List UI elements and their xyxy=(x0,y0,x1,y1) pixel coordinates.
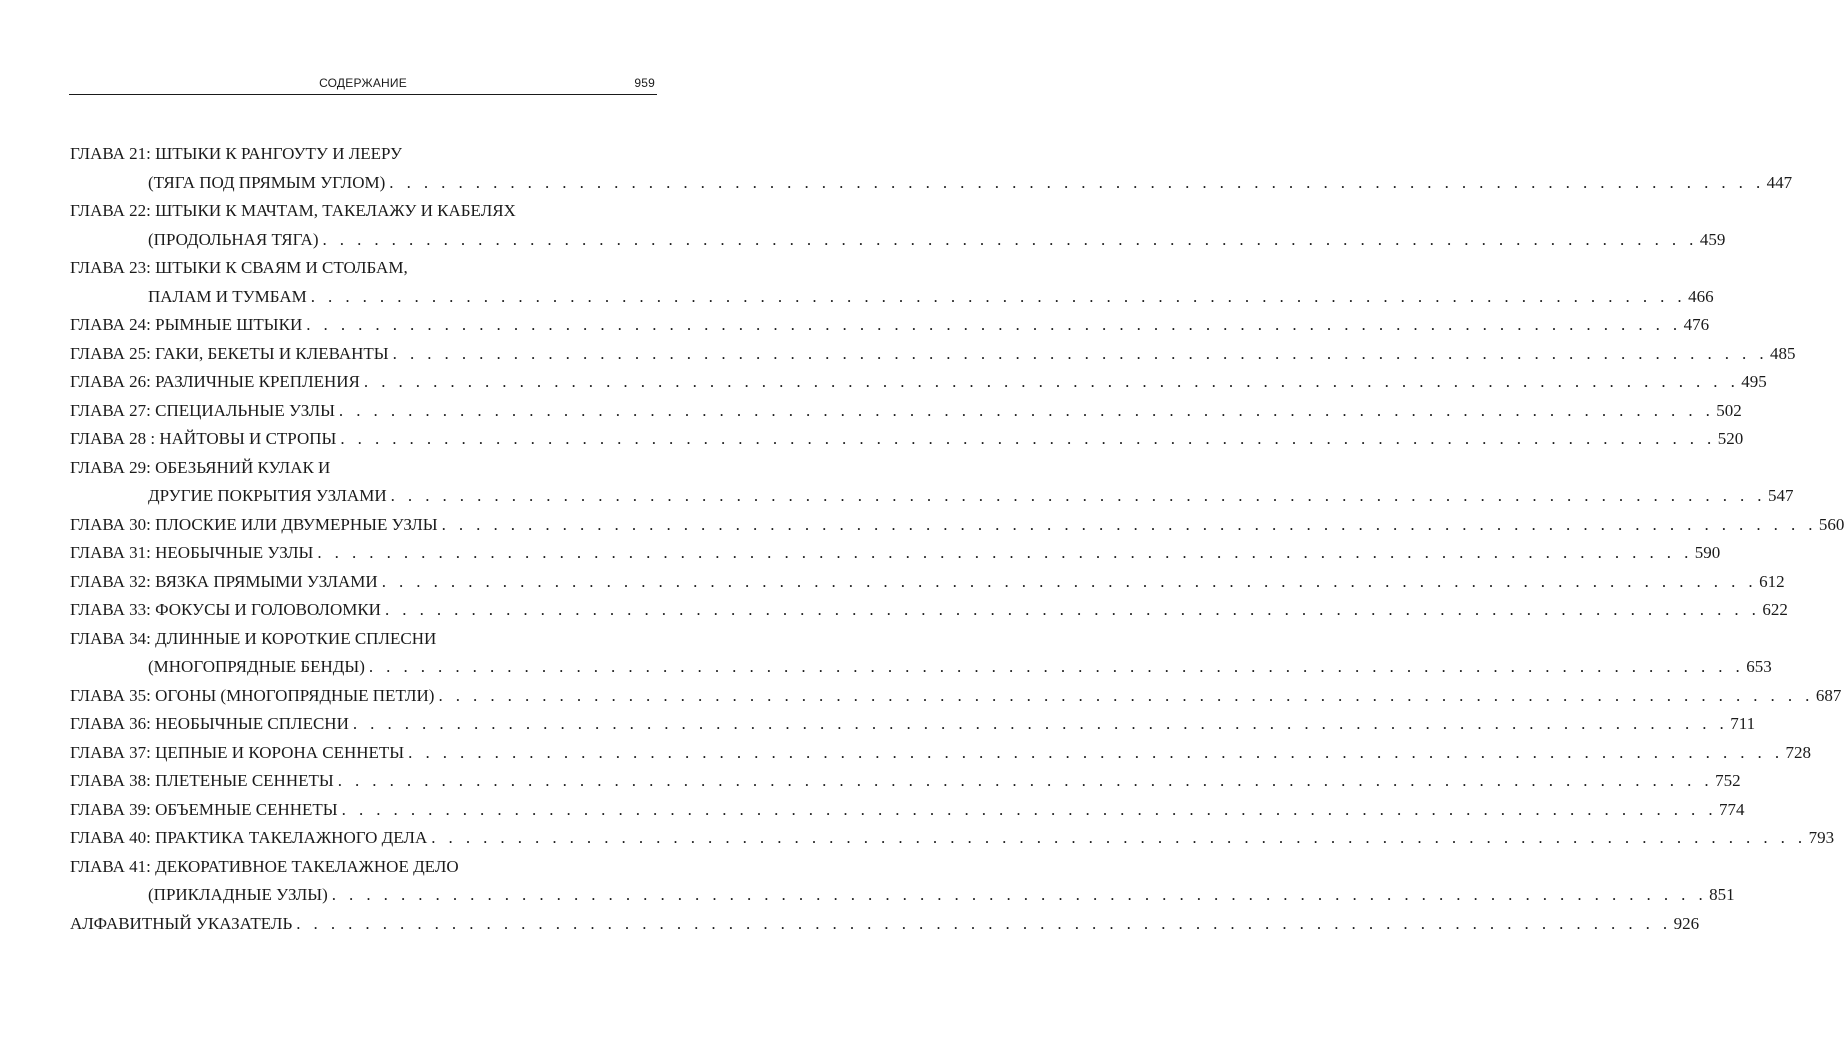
toc-page-number: 622 xyxy=(1762,600,1788,619)
dot-leader: . . . . . . . . . . . . . . . . . . . . . . . . . . . . . . . . . . . . . . . . . . . . . . . . . . . . . . . . . . . . . . . . . . . . . . . . . . . . . . . . xyxy=(341,799,1717,819)
running-head xyxy=(69,74,657,95)
toc-page-number: 653 xyxy=(1746,657,1772,676)
dot-leader: . . . . . . . . . . . . . . . . . . . . . . . . . . . . . . . . . . . . . . . . . . . . . . . . . . . . . . . . . . . . . . . . . . . . . . . . . . . . . . . . xyxy=(392,343,1768,363)
toc-chapter-title: ГЛАВА 27: СПЕЦИАЛЬНЫЕ УЗЛЫ xyxy=(70,400,335,420)
toc-chapter-title: ГЛАВА 33: ФОКУСЫ И ГОЛОВОЛОМКИ xyxy=(70,600,381,619)
dot-leader: . . . . . . . . . . . . . . . . . . . . . . . . . . . . . . . . . . . . . . . . . . . . . . . . . . . . . . . . . . . . . . . . . . . . . . . . . . . . . . . . xyxy=(338,400,1715,420)
toc-entry xyxy=(70,511,1844,540)
toc-page-number: 459 xyxy=(1699,229,1726,249)
toc-chapter-title: ГЛАВА 40: ПРАКТИКА ТАКЕЛАЖНОГО ДЕЛА xyxy=(70,828,428,847)
dot-leader: . . . . . . . . . . . . . . . . . . . . . . . . . . . . . . . . . . . . . . . . . . . . . . . . . . . . . . . . . . . . . . . . . . . . . . . . . . . . . . . . xyxy=(390,486,1766,505)
toc-chapter-title: ГЛАВА 26: РАЗЛИЧНЫЕ КРЕПЛЕНИЯ xyxy=(70,372,360,391)
dot-leader: . . . . . . . . . . . . . . . . . . . . . . . . . . . . . . . . . . . . . . . . . . . . . . . . . . . . . . . . . . . . . . . . . . . . . . . . . . . . . . . . xyxy=(310,286,1687,306)
toc-chapter-title: ГЛАВА 38: ПЛЕТЕНЫЕ СЕННЕТЫ xyxy=(70,771,334,790)
toc-chapter-title: ГЛАВА 34: ДЛИННЫЕ И КОРОТКИЕ СПЛЕСНИ xyxy=(70,628,437,648)
toc-chapter-title: АЛФАВИТНЫЙ УКАЗАТЕЛЬ xyxy=(70,913,293,933)
toc-line xyxy=(70,340,1796,369)
toc-chapter-subtitle: (ПРОДОЛЬНАЯ ТЯГА) xyxy=(148,229,319,249)
toc-chapter-title: ГЛАВА 23: ШТЫКИ К СВАЯМ И СТОЛБАМ, xyxy=(70,258,408,277)
dot-leader: . . . . . . . . . . . . . . . . . . . . . . . . . . . . . . . . . . . . . . . . . . . . . . . . . . . . . . . . . . . . . . . . . . . . . . . . . . . . . . . . xyxy=(441,514,1817,534)
toc-entry xyxy=(70,539,1721,568)
toc-page-number: 502 xyxy=(1716,400,1742,420)
toc-entry xyxy=(70,568,1785,597)
toc-line xyxy=(70,482,1794,511)
toc-entry xyxy=(70,682,1842,711)
toc-chapter-subtitle: ДРУГИЕ ПОКРЫТИЯ УЗЛАМИ xyxy=(148,486,387,505)
toc-chapter-title: ГЛАВА 32: ВЯЗКА ПРЯМЫМИ УЗЛАМИ xyxy=(70,571,378,591)
dot-leader: . . . . . . . . . . . . . . . . . . . . . . . . . . . . . . . . . . . . . . . . . . . . . . . . . . . . . . . . . . . . . . . . . . . . . . . . . . . . . . . . xyxy=(296,913,1672,933)
toc-line xyxy=(70,824,1835,853)
toc-line xyxy=(70,767,1741,796)
toc-entry xyxy=(70,853,1735,910)
page-number: 959 xyxy=(634,76,655,90)
toc-entry xyxy=(70,368,1767,397)
toc-page-number: 476 xyxy=(1683,315,1710,334)
dot-leader: . . . . . . . . . . . . . . . . . . . . . . . . . . . . . . . . . . . . . . . . . . . . . . . . . . . . . . . . . . . . . . . . . . . . . . . . . . . . . . . . xyxy=(337,771,1714,790)
toc-entry xyxy=(70,425,1744,454)
toc-page-number: 711 xyxy=(1730,714,1756,733)
dot-leader: . . . . . . . . . . . . . . . . . . . . . . . . . . . . . . . . . . . . . . . . . . . . . . . . . . . . . . . . . . . . . . . . . . . . . . . . . . . . . . . . xyxy=(317,543,1693,562)
toc-page-number: 495 xyxy=(1741,372,1767,391)
toc-entry xyxy=(70,340,1796,369)
toc-line xyxy=(70,226,1726,255)
toc-line xyxy=(70,710,1756,739)
toc-entry xyxy=(70,397,1742,426)
toc-line xyxy=(70,311,1710,340)
toc-line xyxy=(70,910,1700,939)
toc-chapter-title: ГЛАВА 30: ПЛОСКИЕ ИЛИ ДВУМЕРНЫЕ УЗЛЫ xyxy=(70,514,438,534)
toc-chapter-title: ГЛАВА 29: ОБЕЗЬЯНИЙ КУЛАК И xyxy=(70,457,331,477)
toc-entry xyxy=(70,311,1710,340)
toc-page-number: 590 xyxy=(1694,543,1721,562)
toc-chapter-title: ГЛАВА 36: НЕОБЫЧНЫЕ СПЛЕСНИ xyxy=(70,714,349,733)
dot-leader: . . . . . . . . . . . . . . . . . . . . . . . . . . . . . . . . . . . . . . . . . . . . . . . . . . . . . . . . . . . . . . . . . . . . . . . . . . . . . . . . xyxy=(408,742,1784,762)
dot-leader: . . . . . . . . . . . . . . . . . . . . . . . . . . . . . . . . . . . . . . . . . . . . . . . . . . . . . . . . . . . . . . . . . . . . . . . . . . . . . . . . xyxy=(331,885,1708,904)
toc-chapter-title: ГЛАВА 37: ЦЕПНЫЕ И КОРОНА СЕННЕТЫ xyxy=(70,742,405,762)
dot-leader: . . . . . . . . . . . . . . . . . . . . . . . . . . . . . . . . . . . . . . . . . . . . . . . . . . . . . . . . . . . . . . . . . . . . . . . . . . . . . . . . xyxy=(363,372,1740,391)
toc-page-number: 466 xyxy=(1688,286,1714,306)
dot-leader: . . . . . . . . . . . . . . . . . . . . . . . . . . . . . . . . . . . . . . . . . . . . . . . . . . . . . . . . . . . . . . . . . . . . . . . . . . . . . . . . xyxy=(438,685,1814,705)
toc-page-number: 752 xyxy=(1715,771,1741,790)
toc-chapter-title: ГЛАВА 35: ОГОНЫ (МНОГОПРЯДНЫЕ ПЕТЛИ) xyxy=(70,685,435,705)
toc-chapter-title: ГЛАВА 41: ДЕКОРАТИВНОЕ ТАКЕЛАЖНОЕ ДЕЛО xyxy=(70,856,459,876)
toc-page-number: 793 xyxy=(1808,828,1835,847)
toc-entry xyxy=(70,710,1756,739)
page-title: СОДЕРЖАНИЕ xyxy=(319,76,407,90)
toc-chapter-title: ГЛАВА 31: НЕОБЫЧНЫЕ УЗЛЫ xyxy=(70,543,314,562)
toc-chapter-title: ГЛАВА 28 : НАЙТОВЫ И СТРОПЫ xyxy=(70,429,337,448)
toc-line xyxy=(70,169,1793,198)
toc-line xyxy=(70,283,1714,312)
toc-line xyxy=(70,653,1772,682)
toc-page-number: 851 xyxy=(1709,885,1735,904)
dot-leader: . . . . . . . . . . . . . . . . . . . . . . . . . . . . . . . . . . . . . . . . . . . . . . . . . . . . . . . . . . . . . . . . . . . . . . . . . . . . . . . . xyxy=(431,828,1807,847)
toc-chapter-title: ГЛАВА 22: ШТЫКИ К МАЧТАМ, ТАКЕЛАЖУ И КАБЕЛЯХ xyxy=(70,201,516,220)
toc-page-number: 612 xyxy=(1759,571,1785,591)
toc-line xyxy=(70,796,1745,825)
toc-page-number: 728 xyxy=(1785,742,1811,762)
toc-page-number: 485 xyxy=(1770,343,1796,363)
toc-line xyxy=(70,682,1842,711)
toc-page-number: 687 xyxy=(1815,685,1842,705)
toc-line xyxy=(70,425,1744,454)
toc-chapter-subtitle: (МНОГОПРЯДНЫЕ БЕНДЫ) xyxy=(148,657,365,676)
dot-leader: . . . . . . . . . . . . . . . . . . . . . . . . . . . . . . . . . . . . . . . . . . . . . . . . . . . . . . . . . . . . . . . . . . . . . . . . . . . . . . . . xyxy=(306,315,1682,334)
toc-line xyxy=(70,397,1742,426)
dot-leader: . . . . . . . . . . . . . . . . . . . . . . . . . . . . . . . . . . . . . . . . . . . . . . . . . . . . . . . . . . . . . . . . . . . . . . . . . . . . . . . . xyxy=(352,714,1729,733)
toc-entry xyxy=(70,910,1700,939)
toc-chapter-title: ГЛАВА 25: ГАКИ, БЕКЕТЫ И КЛЕВАНТЫ xyxy=(70,343,389,363)
toc-page-number: 520 xyxy=(1717,429,1744,448)
toc-line xyxy=(70,539,1721,568)
dot-leader: . . . . . . . . . . . . . . . . . . . . . . . . . . . . . . . . . . . . . . . . . . . . . . . . . . . . . . . . . . . . . . . . . . . . . . . . . . . . . . . . xyxy=(389,172,1765,192)
toc-page-number: 774 xyxy=(1719,799,1745,819)
toc-chapter-title: ГЛАВА 21: ШТЫКИ К РАНГОУТУ И ЛЕЕРУ xyxy=(70,144,403,163)
dot-leader: . . . . . . . . . . . . . . . . . . . . . . . . . . . . . . . . . . . . . . . . . . . . . . . . . . . . . . . . . . . . . . . . . . . . . . . . . . . . . . . . xyxy=(381,571,1758,591)
toc-page-number: 560 xyxy=(1818,514,1844,534)
toc-chapter-subtitle: (ПРИКЛАДНЫЕ УЗЛЫ) xyxy=(148,885,328,904)
toc-line xyxy=(70,368,1767,397)
toc-page-number: 547 xyxy=(1767,486,1794,505)
toc-entry xyxy=(70,254,1714,311)
toc-entry xyxy=(70,739,1811,768)
toc-entry xyxy=(70,796,1745,825)
toc-entry xyxy=(70,824,1835,853)
toc-line xyxy=(70,511,1844,540)
toc-entry xyxy=(70,454,1794,511)
dot-leader: . . . . . . . . . . . . . . . . . . . . . . . . . . . . . . . . . . . . . . . . . . . . . . . . . . . . . . . . . . . . . . . . . . . . . . . . . . . . . . . . xyxy=(340,429,1716,448)
toc-entry xyxy=(70,596,1788,625)
toc-chapter-title: ГЛАВА 24: РЫМНЫЕ ШТЫКИ xyxy=(70,315,303,334)
dot-leader: . . . . . . . . . . . . . . . . . . . . . . . . . . . . . . . . . . . . . . . . . . . . . . . . . . . . . . . . . . . . . . . . . . . . . . . . . . . . . . . . xyxy=(368,657,1745,676)
toc-line xyxy=(70,739,1811,768)
toc-chapter-subtitle: (ТЯГА ПОД ПРЯМЫМ УГЛОМ) xyxy=(148,172,386,192)
dot-leader: . . . . . . . . . . . . . . . . . . . . . . . . . . . . . . . . . . . . . . . . . . . . . . . . . . . . . . . . . . . . . . . . . . . . . . . . . . . . . . . . xyxy=(322,229,1698,249)
toc-page-number: 926 xyxy=(1673,913,1700,933)
toc-entry xyxy=(70,767,1741,796)
toc-entry xyxy=(70,197,1726,254)
dot-leader: . . . . . . . . . . . . . . . . . . . . . . . . . . . . . . . . . . . . . . . . . . . . . . . . . . . . . . . . . . . . . . . . . . . . . . . . . . . . . . . . xyxy=(384,600,1761,619)
toc-chapter-subtitle: ПАЛАМ И ТУМБАМ xyxy=(148,286,307,306)
toc-line xyxy=(70,596,1788,625)
table-of-contents xyxy=(70,140,1844,938)
toc-page-number: 447 xyxy=(1766,172,1793,192)
toc-line xyxy=(70,568,1785,597)
toc-entry xyxy=(70,140,1793,197)
toc-line xyxy=(70,881,1735,910)
toc-chapter-title: ГЛАВА 39: ОБЪЕМНЫЕ СЕННЕТЫ xyxy=(70,799,338,819)
toc-entry xyxy=(70,625,1772,682)
